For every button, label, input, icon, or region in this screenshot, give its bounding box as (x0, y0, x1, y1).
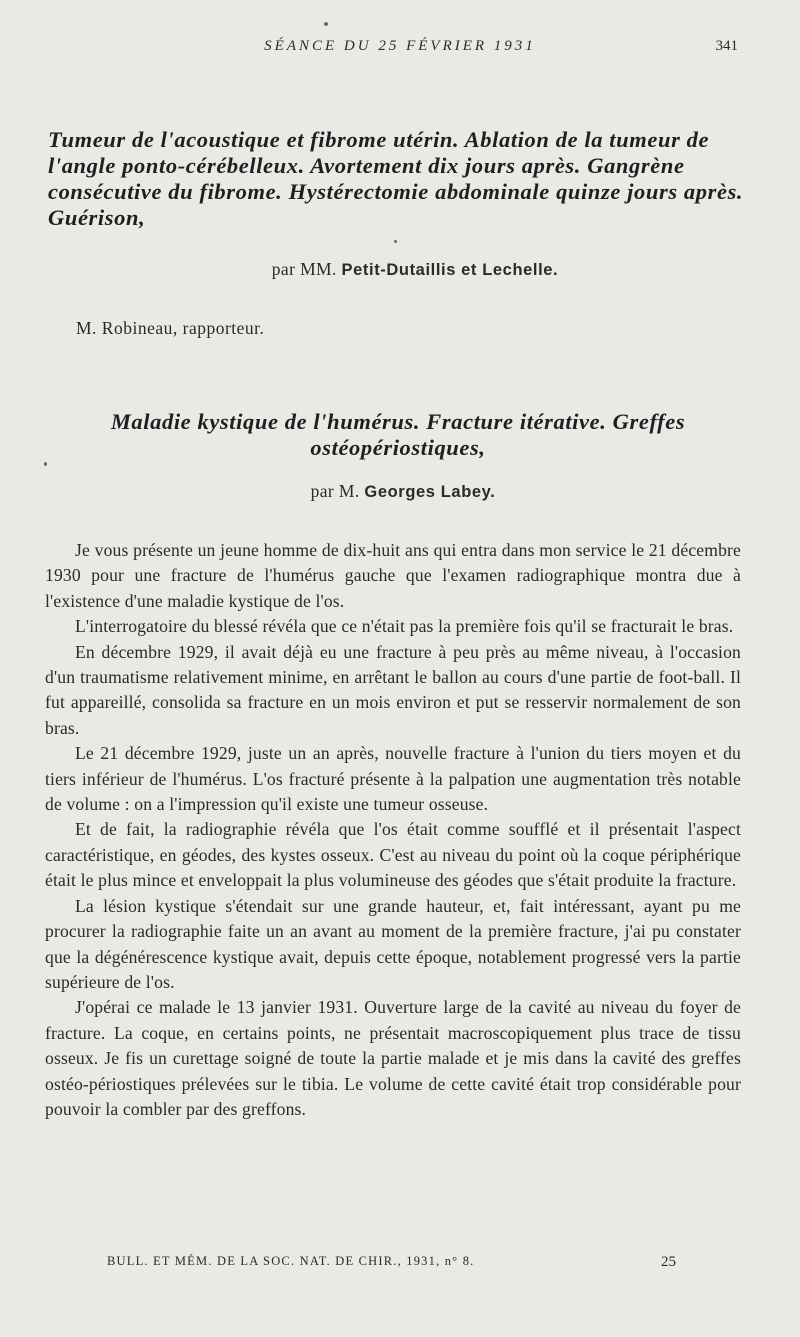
body-paragraph: Je vous présente un jeune homme de dix-huit ans qui entra dans mon service le 21 décembre 1930 pour une fracture de l'humérus gauche que l'examen radiographique montra due à l'existence d'une maladie kystique de l'os. (45, 540, 741, 611)
byline-article1 (0, 259, 800, 280)
body-paragraph: Le 21 décembre 1929, juste un an après, nouvelle fracture à l'union du tiers moyen et du tiers inférieur de l'humérus. L'os fracturé présente à la palpation une augmentation très notable de volume : on a l'impression qu'il existe une tumeur osseuse. (45, 743, 741, 815)
running-head (0, 38, 800, 62)
print-speck (324, 22, 328, 26)
body-paragraph: L'interrogatoire du blessé révéla que ce n'était pas la première fois qu'il se fracturait le bras. (75, 616, 734, 637)
article-title-tumeur: Tumeur de l'acoustique et fibrome utérin. Ablation de la tumeur de l'angle ponto-cérébelleux. Avortement dix jours après. Gangrène consécutive du fibrome. Hystérectomie abdominale quinze jours après. Guérison, (48, 127, 744, 230)
signature-mark: 25 (661, 1254, 676, 1270)
body-paragraph: J'opérai ce malade le 13 janvier 1931. Ouverture large de la cavité au niveau du foyer de fracture. La coque, en certains points, ne présentait macroscopiquement plus trace de tissu osseux. Je fis un curettage soigné de toute la partie malade et je mis dans la cavité des greffes ostéo-périostiques prélevées sur le tibia. Le volume de cette cavité était trop considérable pour pouvoir la combler par des greffons. (45, 997, 741, 1119)
print-speck (394, 240, 397, 243)
byline-authors: Georges Labey. (364, 483, 496, 501)
reporter-line: M. Robineau, rapporteur. (76, 318, 265, 338)
running-title: SÉANCE DU 25 FÉVRIER 1931 (264, 38, 536, 54)
article-title-maladie-kystique: Maladie kystique de l'humérus. Fracture itérative. Greffes ostéopériostiques, (110, 409, 686, 460)
byline-prefix: par MM. (271, 259, 337, 279)
body-paragraph: Et de fait, la radiographie révéla que l'os était comme soufflé et il présentait l'aspect caractéristique, en géodes, des kystes osseux. C'est au niveau du point où la coque périphérique était le plus mince et enveloppait la plus volumineuse des géodes que s'était produite la fracture. (45, 819, 741, 891)
byline-authors: Petit-Dutaillis et Lechelle. (341, 261, 559, 279)
page-number: 341 (715, 38, 738, 54)
print-speck (44, 462, 47, 466)
article-body (45, 538, 741, 1122)
body-paragraph: La lésion kystique s'étendait sur une grande hauteur, et, fait intéressant, ayant pu me procurer la radiographie faite un an avant au moment de la première fracture, j'ai pu constater que la dégénérescence kystique avait, depuis cette époque, notablement progressé vers la partie supérieure de l'os. (45, 895, 741, 992)
page-footer (0, 1254, 800, 1278)
body-paragraph: En décembre 1929, il avait déjà eu une fracture à peu près au même niveau, à l'occasion d'un traumatisme relativement minime, en arrêtant le ballon au cours d'une partie de foot-ball. Il fut appareillé, consolida sa fracture en un mois environ et put se resservir normalement de son bras. (45, 641, 741, 738)
byline-article2 (0, 481, 800, 502)
journal-reference: BULL. ET MÉM. DE LA SOC. NAT. DE CHIR., 1931, n° 8. (107, 1254, 475, 1268)
byline-prefix: par M. (310, 481, 360, 501)
